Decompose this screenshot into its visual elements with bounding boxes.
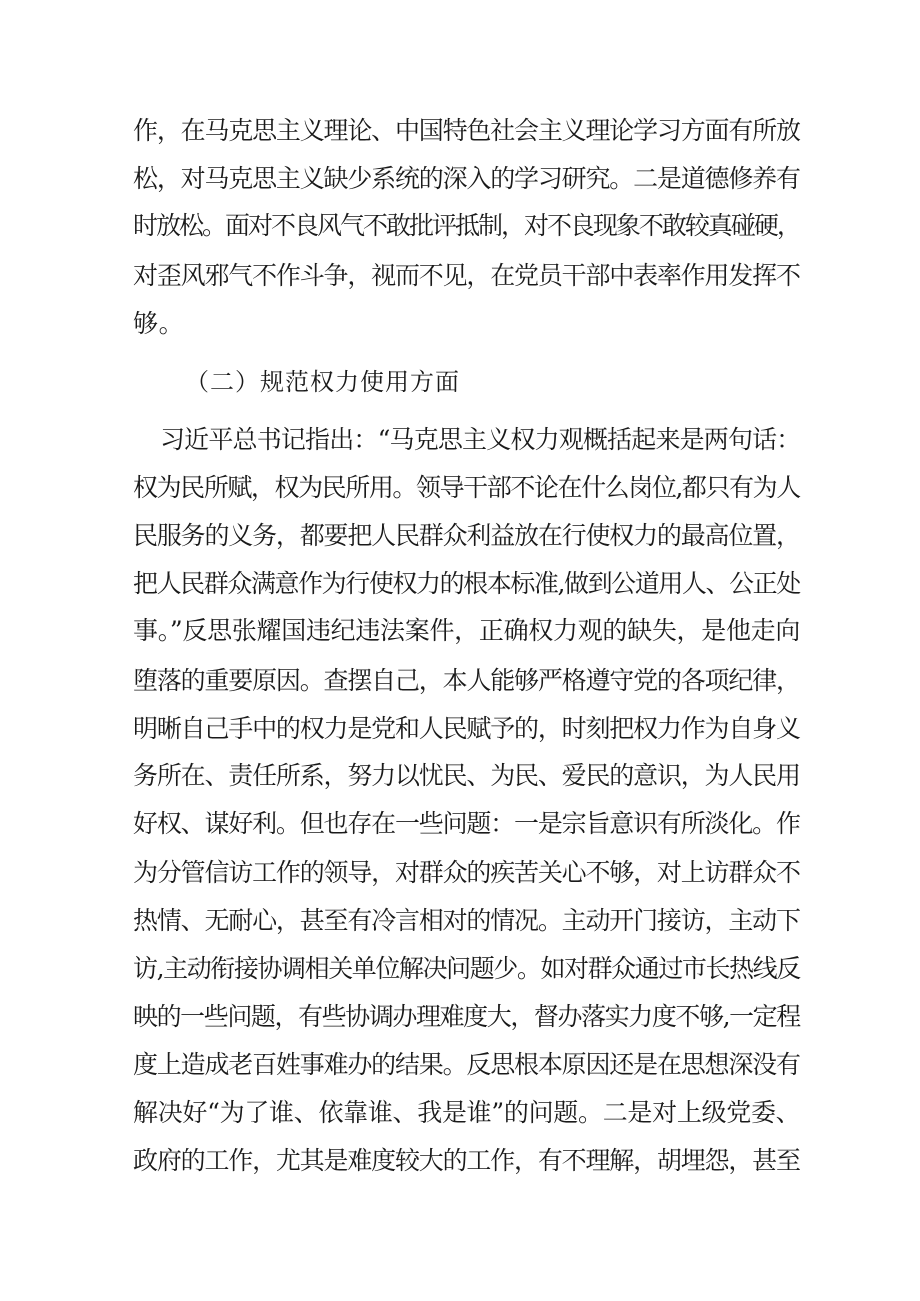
paragraph-1-line-5: 够。 [133, 309, 185, 338]
paragraph-1-line-3: 时放松。面对不良风气不敢批评抵制，对不良现象不敢较真碰硬， [133, 211, 800, 240]
paragraph-1-line-2: 松，对马克思主义缺少系统的深入的学习研究。二是道德修养有 [133, 164, 800, 193]
paragraph-2-line-8: 务所在、责任所系，努力以忧民、为民、爱民的意识，为人民用 [133, 761, 800, 790]
paragraph-2-line-6: 堕落的重要原因。查摆自己，本人能够严格遵守党的各项纪律， [133, 666, 800, 695]
paragraph-1-line-1: 作，在马克思主义理论、中国特色社会主义理论学习方面有所放 [133, 116, 800, 145]
paragraph-2-line-7: 明晰自己手中的权力是党和人民赋予的，时刻把权力作为自身义 [133, 714, 800, 743]
paragraph-2-line-14: 度上造成老百姓事难办的结果。反思根本原因还是在思想深没有 [133, 1050, 800, 1079]
section-heading: （二）规范权力使用方面 [185, 368, 460, 396]
paragraph-2-line-11: 热情、无耐心，甚至有冷言相对的情况。主动开门接访，主动下 [133, 906, 800, 935]
paragraph-2-line-16: 政府的工作，尤其是难度较大的工作，有不理解，胡埋怨，甚至 [133, 1146, 800, 1175]
paragraph-2-line-9: 好权、谋好利。但也存在一些问题：一是宗旨意识有所淡化。作 [133, 809, 800, 838]
paragraph-1-line-4: 对歪风邪气不作斗争，视而不见，在党员干部中表率作用发挥不 [133, 261, 800, 290]
paragraph-2-line-10: 为分管信访工作的领导，对群众的疾苦关心不够，对上访群众不 [133, 858, 800, 887]
paragraph-2-line-13: 映的一些问题，有些协调办理难度大，督办落实力度不够,一定程 [133, 1002, 800, 1031]
paragraph-2-line-1: 习近平总书记指出：“马克思主义权力观概括起来是两句话： [160, 425, 801, 454]
paragraph-2-line-15: 解决好“为了谁、依靠谁、我是谁”的问题。二是对上级党委、 [133, 1098, 801, 1127]
paragraph-2-line-2: 权为民所赋，权为民所用。领导干部不论在什么岗位,都只有为人 [133, 473, 800, 502]
paragraph-2-line-4: 把人民群众满意作为行使权力的根本标准,做到公道用人、公正处 [133, 569, 800, 598]
paragraph-2-line-5: 事。”反思张耀国违纪违法案件，正确权力观的缺失，是他走向 [133, 616, 801, 645]
paragraph-2-line-12: 访,主动衔接协调相关单位解决问题少。如对群众通过市长热线反 [133, 954, 800, 983]
paragraph-2-line-3: 民服务的义务，都要把人民群众利益放在行使权力的最高位置， [133, 521, 800, 550]
